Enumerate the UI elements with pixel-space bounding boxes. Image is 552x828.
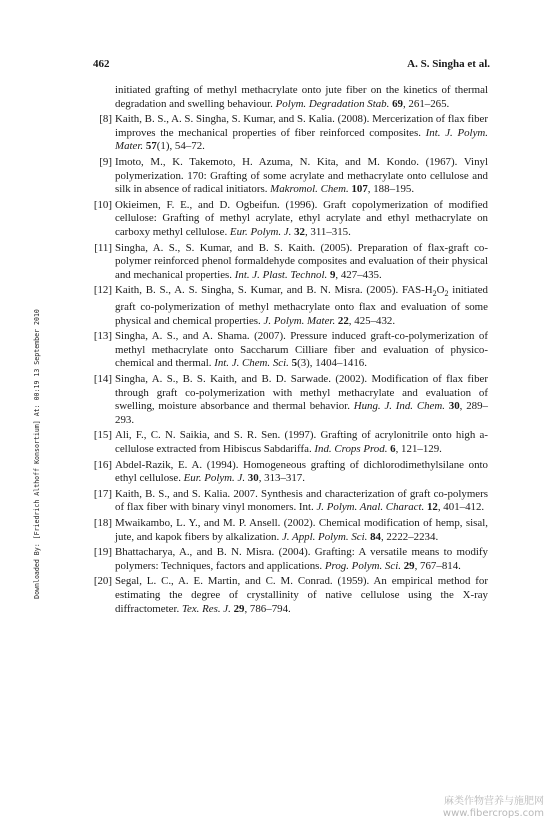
reference-text: J. Appl. Polym. Sci.	[281, 530, 368, 543]
reference-text: 6	[390, 443, 396, 456]
reference-number: [8]	[99, 113, 112, 126]
watermark-line-1: 麻类作物营养与施肥网	[444, 796, 544, 807]
reference-text: Int. J. Chem. Sci.	[214, 357, 289, 370]
reference-entry	[88, 84, 488, 111]
reference-text: 22	[337, 314, 349, 327]
reference-text: Okieimen, F. E., and D. Ogbeifun. (1996). Graft copolymerization of modified cellulose: Grafting of methyl acrylate, ethyl acrylate and ethyl methacrylate on carboxy methyl cellulose.	[115, 198, 488, 238]
reference-text: 2	[444, 289, 449, 299]
reference-entry	[88, 113, 488, 154]
reference-text: , 313–317.	[258, 472, 305, 485]
reference-text: , 767–814.	[414, 559, 461, 572]
reference-number: [16]	[93, 458, 112, 471]
reference-text: , 425–432.	[348, 314, 396, 327]
watermark-line-2: www.fibercrops.com	[442, 808, 544, 819]
reference-text: Int. J. Polym. Mater.	[115, 126, 488, 153]
reference-text: Eur. Polym. J.	[183, 472, 246, 485]
reference-number: [11]	[94, 241, 112, 254]
reference-text: , 401–412.	[437, 501, 485, 514]
reference-text: Kaith, B. S., A. S. Singha, S. Kumar, and S. Kalia. (2008). Mercerization of flax fiber improves the mechanical properties of fiber reinforced composites.	[115, 113, 488, 139]
reference-text: Ind. Crops Prod.	[314, 443, 388, 456]
reference-text: 32	[294, 225, 305, 238]
reference-text: (1), 54–72.	[156, 140, 205, 153]
reference-text: Segal, L. C., A. E. Martin, and C. M. Conrad. (1959). An empirical method for estimating the degree of crystallinity of native cellulose using the X-ray diffractometer.	[115, 575, 488, 615]
reference-number: [14]	[93, 373, 112, 386]
reference-text: 29	[233, 602, 245, 615]
reference-text: , 786–794.	[244, 602, 291, 615]
reference-text: 57	[145, 140, 157, 153]
reference-text: Singha, A. S., B. S. Kaith, and B. D. Sarwade. (2002). Modification of flax fiber through graft co-polymerization with methyl methacrylate and evaluation of swelling, moisture absorbance and thermal behavior.	[115, 373, 488, 413]
reference-text: Makromol. Chem.	[270, 183, 349, 196]
reference-text: Prog. Polym. Sci.	[324, 559, 401, 572]
reference-text: 84	[370, 530, 381, 543]
reference-text: (3), 1404–1416.	[297, 357, 367, 370]
download-stamp: Downloaded By: [Friedrich Althoff Konsortium] At: 00:19 13 September 2010	[33, 309, 41, 599]
site-watermark	[443, 796, 544, 820]
reference-entry	[88, 488, 488, 515]
reference-text: 29	[403, 559, 415, 572]
reference-text: 69	[392, 97, 403, 110]
reference-text: Eur. Polym. J.	[229, 225, 292, 238]
reference-number: [13]	[93, 330, 112, 343]
reference-text: , 289–293.	[115, 400, 488, 426]
reference-text: J. Polym. Anal. Charact.	[316, 501, 425, 514]
reference-text: Imoto, M., K. Takemoto, H. Azuma, N. Kita, and M. Kondo. (1967). Vinyl polymerization. 170: Grafting of some acrylate and methacrylate onto cellulose and silk in absence of radical initiators.	[115, 155, 488, 196]
reference-text: Ali, F., C. N. Saikia, and S. R. Sen. (1997). Grafting of acrylonitrile onto high a-cellulose extracted from Hibiscus Sabdariffa.	[115, 429, 488, 456]
reference-number: [15]	[93, 429, 112, 442]
reference-entry	[88, 284, 488, 328]
reference-text: 2	[432, 289, 437, 299]
reference-text: , 121–129.	[395, 443, 442, 456]
page-number: 462	[93, 58, 110, 70]
reference-text: 5	[291, 357, 298, 370]
reference-number: [19]	[93, 546, 112, 559]
reference-text: Abdel-Razik, E. A. (1994). Homogeneous grafting of dichlorodimethylsilane onto ethyl cellulose.	[115, 458, 488, 485]
reference-text: J. Polym. Mater.	[263, 314, 336, 327]
reference-entry	[88, 429, 488, 456]
reference-list	[88, 84, 488, 618]
reference-text: Tex. Res. J.	[181, 602, 231, 615]
reference-number: [17]	[93, 487, 112, 500]
reference-text: Hung. J. Ind. Chem.	[353, 400, 445, 413]
reference-text: Polym. Degradation Stab.	[275, 97, 390, 110]
reference-entry	[88, 546, 488, 573]
reference-entry	[88, 330, 488, 371]
reference-text: 30	[247, 472, 259, 485]
reference-text: , 311–315.	[304, 225, 351, 238]
reference-text: Mwaikambo, L. Y., and M. P. Ansell. (2002). Chemical modification of hemp, sisal, jute, and kapok fibers by alkalization.	[115, 516, 488, 543]
reference-text: , 427–435.	[335, 268, 382, 281]
reference-text: 12	[426, 501, 438, 514]
reference-text: Int. J. Plast. Technol.	[234, 268, 328, 281]
reference-entry	[88, 575, 488, 616]
reference-text: , 2222–2234.	[380, 530, 439, 543]
reference-text: Kaith, B. S., and S. Kalia. 2007. Synthesis and characterization of graft co-polymers of flax fiber with binary vinyl monomers. Int.	[115, 487, 488, 514]
reference-entry	[88, 517, 488, 544]
running-head: A. S. Singha et al.	[407, 58, 490, 70]
reference-entry	[88, 373, 488, 427]
reference-text: 9	[329, 268, 336, 281]
reference-text: initiated graft co-polymerization of methyl methacrylate onto flax and evaluation of some physical and chemical properties.	[115, 284, 488, 327]
reference-text: O	[436, 284, 445, 297]
reference-text: Singha, A. S., S. Kumar, and B. S. Kaith. (2005). Preparation of flax-graft co-polymer reinforced phenol formaldehyde composites and evaluation of their physical and mechanical properties.	[115, 241, 488, 281]
reference-number: [12]	[93, 284, 112, 297]
reference-entry	[88, 156, 488, 197]
reference-entry	[88, 242, 488, 283]
reference-text: initiated grafting of methyl methacrylate onto jute fiber on the kinetics of thermal degradation and swelling behaviour.	[115, 84, 488, 110]
reference-text: , 261–265.	[402, 97, 450, 110]
reference-number: [20]	[93, 575, 112, 588]
reference-text: Kaith, B. S., A. S. Singha, S. Kumar, and B. N. Misra. (2005). FAS-H	[115, 284, 433, 297]
reference-text: 107	[351, 183, 368, 196]
reference-text: 30	[448, 400, 460, 413]
reference-number: [18]	[93, 516, 112, 529]
reference-text: Bhattacharya, A., and B. N. Misra. (2004). Grafting: A versatile means to modify polymers: Techniques, factors and applications.	[115, 546, 488, 572]
reference-text: , 188–195.	[367, 183, 415, 196]
reference-text: Singha, A. S., and A. Shama. (2007). Pressure induced graft-co-polymerization of methyl methacrylate onto Saccharum Cilliare fiber and evaluation of physico-chemical and thermal.	[115, 330, 488, 370]
reference-number: [10]	[93, 198, 112, 211]
reference-entry	[88, 199, 488, 240]
reference-number: [9]	[99, 155, 112, 168]
reference-entry	[88, 459, 488, 486]
